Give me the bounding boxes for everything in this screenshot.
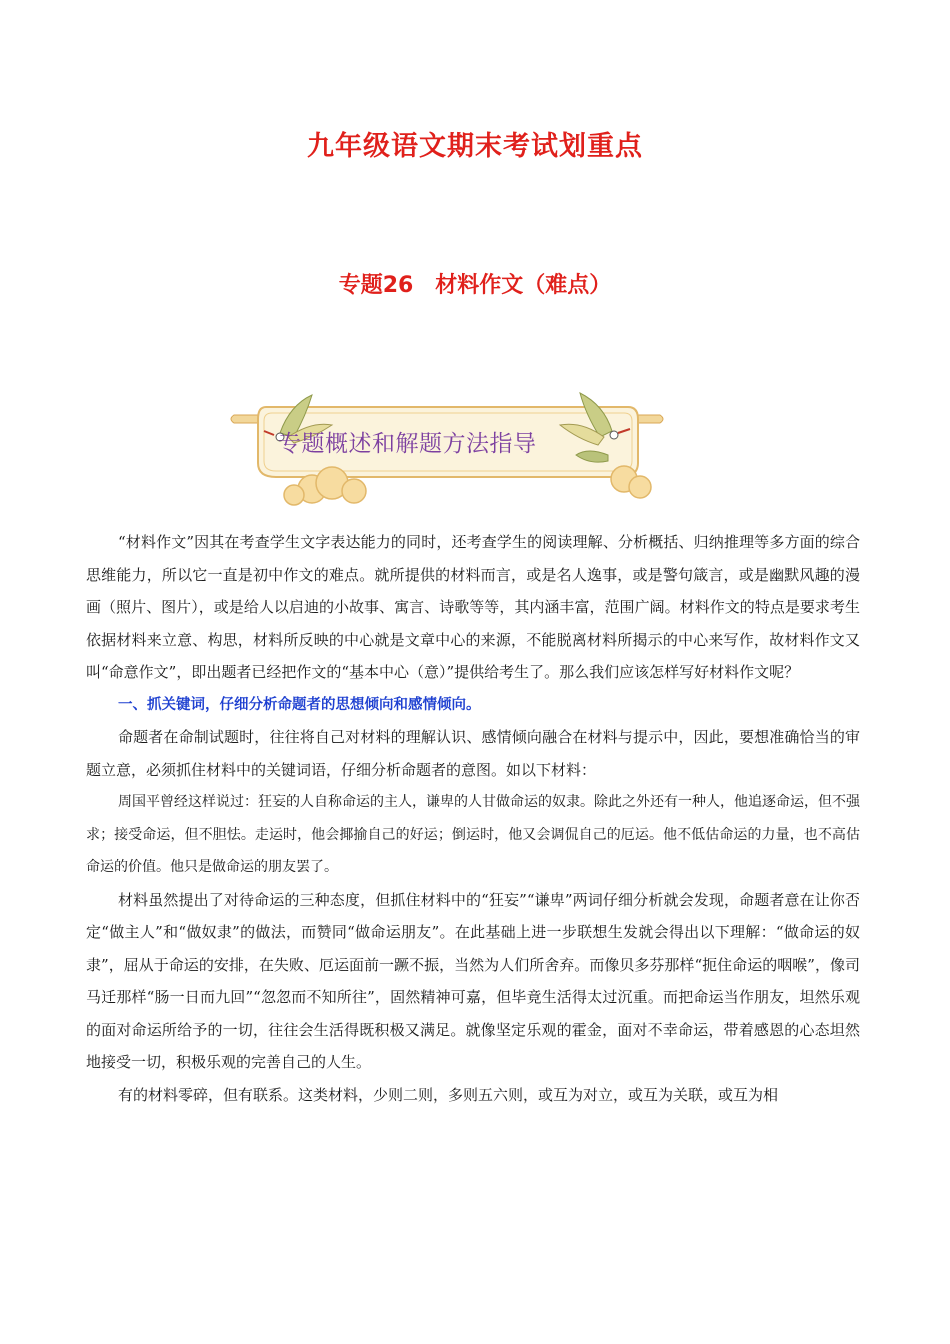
section-banner bbox=[228, 385, 666, 513]
article-body bbox=[86, 526, 860, 1111]
topic-subtitle: 专题26 材料作文（难点） bbox=[338, 273, 612, 298]
paragraph-intro: “材料作文”因其在考查学生文字表达能力的同时，还考查学生的阅读理解、分析概括、归纳推理等多方面的综合思维能力，所以它一直是初中作文的难点。就所提供的材料而言，或是名人逸事，或是警句箴言，或是幽默风趣的漫画（照片、图片），或是给人以启迪的小故事、寓言、诗歌等等，其内涵丰富，范围广阔。材料作文的特点是要求考生依据材料来立意、构思，材料所反映的中心就是文章中心的来源，不能脱离材料所揭示的中心来写作，故材料作文又叫“命意作文”，即出题者已经把作文的“基本中心（意）”提供给考生了。那么我们应该怎样写好材料作文呢？ bbox=[86, 533, 860, 681]
section-heading-1: 一、抓关键词，仔细分析命题者的思想倾向和感情倾向。 bbox=[118, 696, 481, 713]
paragraph-analysis: 材料虽然提出了对待命运的三种态度，但抓住材料中的“狂妄”“谦卑”两词仔细分析就会发现，命题者意在让你否定“做主人”和“做奴隶”的做法，而赞同“做命运朋友”。在此基础上进一步联想生发就会得出以下理解：“做命运的奴隶”，屈从于命运的安排，在失败、厄运面前一蹶不振，当然为人们所舍弃。而像贝多芬那样“扼住命运的咽喉”，像司马迁那样“肠一日而九回”“忽忽而不知所往”，固然精神可嘉，但毕竟生活得太过沉重。而把命运当作朋友，坦然乐观的面对命运所给予的一切，往往会生活得既积极又满足。就像坚定乐观的霍金，面对不幸命运，带着感恩的心态坦然地接受一切，积极乐观的完善自己的人生。 bbox=[86, 890, 860, 1071]
banner-label: 专题概述和解题方法指导 bbox=[278, 431, 537, 457]
paragraph-method: 命题者在命制试题时，往往将自己对材料的理解认识、感情倾向融合在材料与提示中，因此，要想准确恰当的审题立意，必须抓住材料中的关键词语，仔细分析命题者的意图。如以下材料： bbox=[86, 728, 860, 779]
document-title: 九年级语文期末考试划重点 bbox=[307, 131, 643, 162]
example-material-quote: 周国平曾经这样说过：狂妄的人自称命运的主人，谦卑的人甘做命运的奴隶。除此之外还有一种人，他追逐命运，但不强求；接受命运，但不胆怯。走运时，他会揶揄自己的好运；倒运时，他又会调侃自己的厄运。他不低估命运的力量，也不高估命运的价值。他只是做命运的朋友罢了。 bbox=[86, 794, 860, 875]
paragraph-continued: 有的材料零碎，但有联系。这类材料，少则二则，多则五六则，或互为对立，或互为关联，或互为相 bbox=[118, 1085, 779, 1104]
